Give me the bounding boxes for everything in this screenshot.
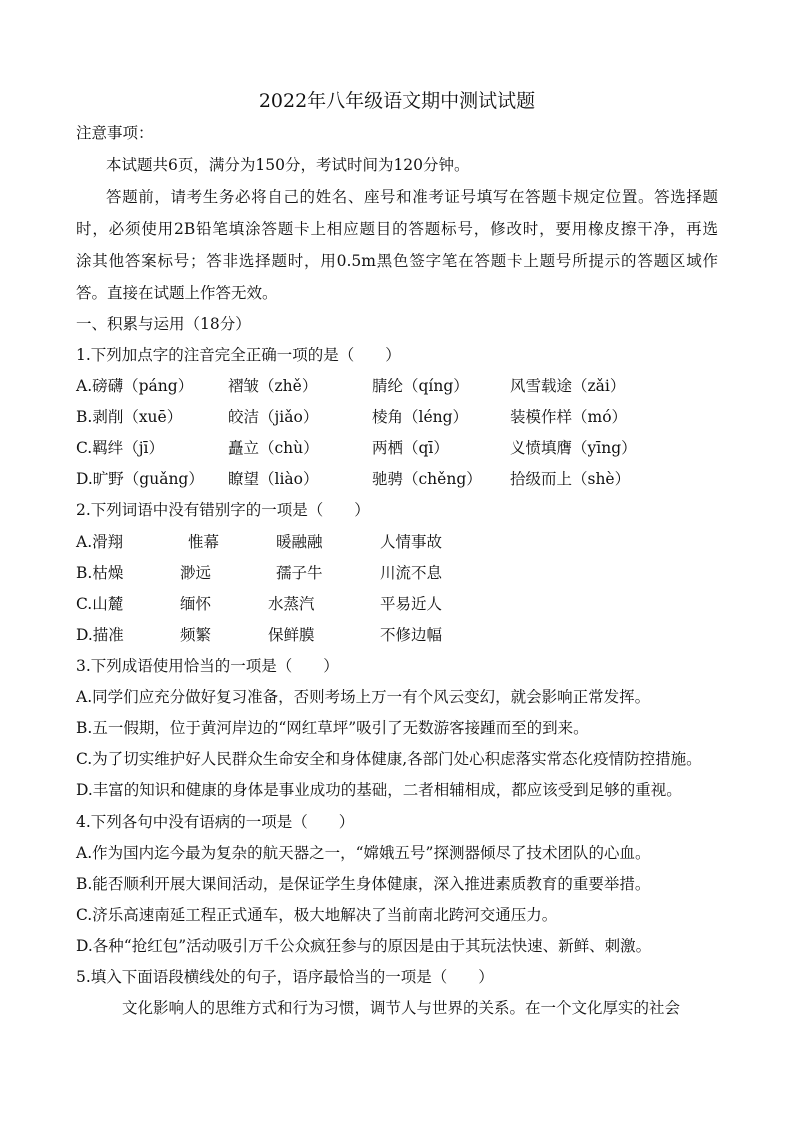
question-stem: 4.下列各句中没有语病的一项是（ ） xyxy=(76,813,355,831)
option-cell: 驰骋（chěng） xyxy=(372,470,482,488)
option-cell: D.旷野（guǎng） xyxy=(76,470,204,488)
option-cell: 不修边幅 xyxy=(380,626,443,644)
option-cell: 渺远 xyxy=(180,564,212,582)
notice-paragraph-line: 时，必须使用2B铅笔填涂答题卡上相应题目的答题标号，修改时，要用橡皮擦干净，再选 xyxy=(76,220,718,238)
option-text: A.作为国内迄今最为复杂的航天器之一，“嫦娥五号”探测器倾尽了技术团队的心血。 xyxy=(76,844,651,862)
option-text: C.济乐高速南延工程正式通车，极大地解决了当前南北跨河交通压力。 xyxy=(76,906,558,924)
option-text: B.能否顺利开展大课间活动，是保证学生身体健康，深入推进素质教育的重要举措。 xyxy=(76,875,651,893)
option-cell: 棱角（léng） xyxy=(372,408,469,426)
question-stem: 1.下列加点字的注音完全正确一项的是（ ） xyxy=(76,346,401,364)
option-cell: 频繁 xyxy=(180,626,212,644)
option-cell: A.磅礴（páng） xyxy=(76,377,194,395)
option-cell: 皎洁（jiǎo） xyxy=(228,408,319,426)
option-cell: 装模作样（mó） xyxy=(510,408,628,426)
option-cell: 水蒸汽 xyxy=(268,595,315,613)
option-cell: 风雪载途（zǎi） xyxy=(510,377,626,395)
question-stem: 2.下列词语中没有错别字的一项是（ ） xyxy=(76,501,370,519)
option-cell: D.描准 xyxy=(76,626,124,644)
notice-paragraph-line: 涂其他答案标号；答非选择题时，用0.5m黑色签字笔在答题卡上题号所提示的答题区域作 xyxy=(76,252,718,270)
option-cell: 川流不息 xyxy=(380,564,443,582)
option-text: C.为了切实维护好人民群众生命安全和身体健康,各部门处心积虑落实常态化疫情防控措施。 xyxy=(76,750,702,768)
passage-text: 文化影响人的思维方式和行为习惯，调节人与世界的关系。在一个文化厚实的社会 xyxy=(122,999,681,1017)
page-title: 2022年八年级语文期中测试试题 xyxy=(258,90,536,112)
option-text: D.丰富的知识和健康的身体是事业成功的基础，二者相辅相成，都应该受到足够的重视。 xyxy=(76,781,682,799)
notice-paragraph-line: 答。直接在试题上作答无效。 xyxy=(76,284,278,302)
option-cell: 平易近人 xyxy=(380,595,443,613)
option-cell: 保鲜膜 xyxy=(268,626,315,644)
option-cell: 义愤填膺（yīng） xyxy=(510,439,637,457)
option-cell: A.滑翔 xyxy=(76,533,124,551)
notice-heading: 注意事项： xyxy=(76,124,154,142)
option-cell: 人情事故 xyxy=(380,533,443,551)
option-cell: 缅怀 xyxy=(180,595,212,613)
section-heading: 一、积累与运用（18分） xyxy=(76,315,251,333)
option-cell: 两栖（qī） xyxy=(372,439,449,457)
option-cell: 褶皱（zhě） xyxy=(228,377,318,395)
option-cell: 惟幕 xyxy=(188,533,220,551)
option-cell: 孺子牛 xyxy=(276,564,323,582)
option-cell: 矗立（chù） xyxy=(228,439,319,457)
option-cell: B.枯燥 xyxy=(76,564,124,582)
option-cell: 拾级而上（shè） xyxy=(510,470,631,488)
option-cell: 暖融融 xyxy=(276,533,323,551)
option-text: D.各种“抢红包”活动吸引万千公众疯狂参与的原因是由于其玩法快速、新鲜、刺激。 xyxy=(76,937,652,955)
option-cell: 瞭望（liào） xyxy=(228,470,319,488)
option-cell: C.山麓 xyxy=(76,595,124,613)
option-cell: 腈纶（qíng） xyxy=(372,377,469,395)
option-cell: C.羁绊（jī） xyxy=(76,439,164,457)
notice-paragraph-line: 答题前，请考生务必将自己的姓名、座号和准考证号填写在答题卡规定位置。答选择题 xyxy=(106,188,718,206)
option-cell: B.剥削（xuē） xyxy=(76,408,183,426)
notice-item: 本试题共6页，满分为150分，考试时间为120分钟。 xyxy=(106,156,470,174)
option-text: A.同学们应充分做好复习准备，否则考场上万一有个风云变幻，就会影响正常发挥。 xyxy=(76,688,651,706)
question-stem: 5.填入下面语段横线处的句子，语序最恰当的一项是（ ） xyxy=(76,968,494,986)
question-stem: 3.下列成语使用恰当的一项是（ ） xyxy=(76,657,339,675)
option-text: B.五一假期，位于黄河岸边的“网红草坪”吸引了无数游客接踵而至的到来。 xyxy=(76,719,589,737)
